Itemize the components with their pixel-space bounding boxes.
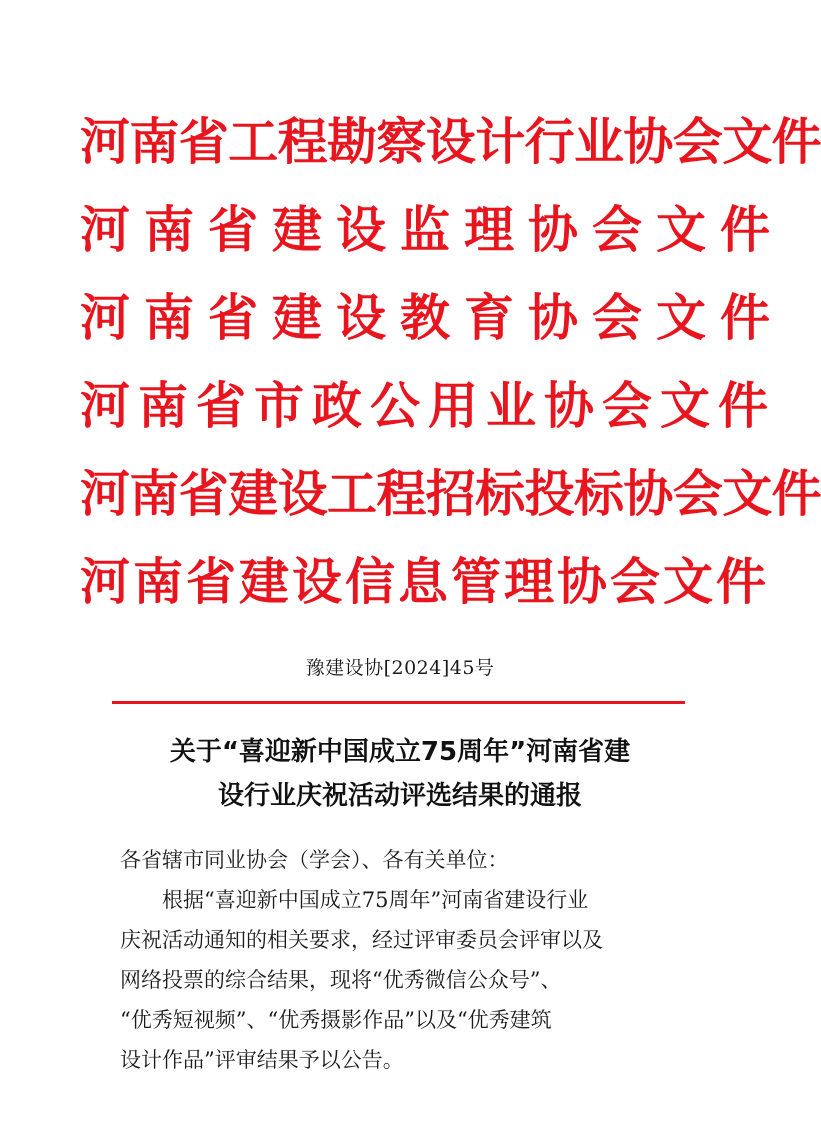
document-number: 豫建设协[2024]45号 — [305, 657, 495, 679]
header-line-bidding: 河南省建设工程招标投标协会文件 — [80, 464, 821, 523]
title-line-2: 设行业庆祝活动评选结果的通报 — [217, 781, 582, 811]
title-line-1: 关于“喜迎新中国成立75周年”河南省建 — [169, 737, 631, 767]
header-line-supervision: 河南省建设监理协会文件 — [80, 200, 784, 259]
red-header-block — [80, 98, 821, 626]
body-line-1 — [120, 880, 700, 920]
body-line-3: 网络投票的综合结果，现将“优秀微信公众号”、 — [120, 968, 562, 992]
document-title — [100, 730, 700, 818]
header-line-survey-design: 河南省工程勘察设计行业协会文件 — [80, 112, 821, 171]
header-line-information: 河南省建设信息管理协会文件 — [80, 552, 769, 611]
header-line-education: 河南省建设教育协会文件 — [80, 288, 784, 347]
salutation: 各省辖市同业协会（学会）、各有关单位： — [120, 848, 509, 872]
body-line-1-text: 根据“喜迎新中国成立75周年”河南省建设行业 — [162, 888, 589, 912]
body-line-5: 设计作品”评审结果予以公告。 — [120, 1048, 404, 1072]
document-body — [120, 840, 700, 1080]
body-line-4: “优秀短视频”、“优秀摄影作品”以及“优秀建筑 — [120, 1008, 552, 1032]
body-line-2: 庆祝活动通知的相关要求，经过评审委员会评审以及 — [120, 928, 603, 952]
red-divider-line — [112, 701, 685, 704]
header-line-municipal: 河南省市政公用业协会文件 — [80, 376, 776, 435]
